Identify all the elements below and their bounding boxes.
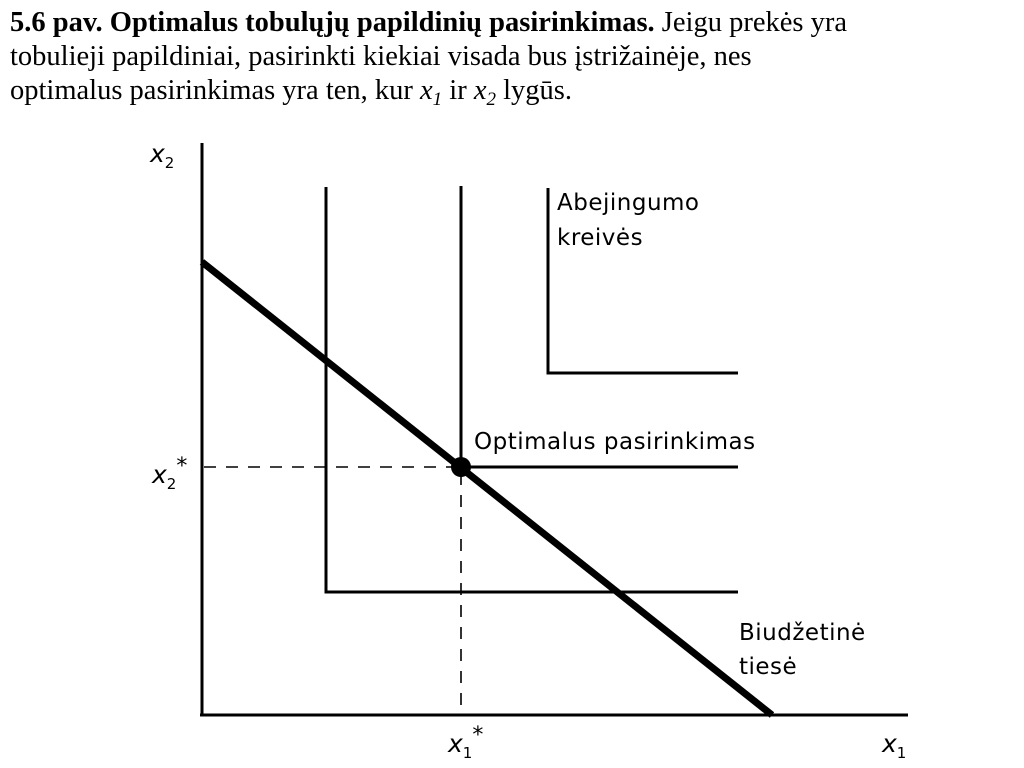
budget-line — [202, 262, 772, 715]
indifference-curve-1 — [326, 187, 738, 592]
caption-text-3a: optimalus pasirinkimas yra ten, kur — [10, 75, 421, 106]
caption-text-3b: ir — [442, 75, 474, 106]
indifference-label-line1: Abejingumo — [557, 190, 700, 216]
caption-text-1: Jeigu prekės yra — [654, 7, 847, 38]
indifference-label-line2: kreivės — [557, 225, 644, 251]
y-axis-label: $x_2$ — [150, 139, 175, 172]
caption-line-2: tobulieji papildiniai, pasirinkti kiekiai visada bus įstrižainėje, nes — [10, 41, 752, 72]
x2-star-label: $x_2*$ — [152, 454, 188, 493]
optimal-choice-label: Optimalus pasirinkimas — [474, 429, 756, 455]
caption-x2-letter: x — [473, 75, 487, 106]
optimal-point — [451, 457, 471, 477]
budget-label-line2: tiesė — [739, 654, 798, 680]
caption-x1-letter: x — [420, 75, 433, 106]
caption-x1-sub: 1 — [432, 89, 443, 110]
caption-text-3c: lygūs. — [496, 75, 573, 106]
budget-label-line1: Biudžetinė — [739, 620, 866, 646]
x1-star-label: $x_1*$ — [448, 723, 484, 762]
caption-title: 5.6 pav. Optimalus tobulųjų papildinių pasirinkimas. — [10, 7, 655, 38]
caption-x2-sub: 2 — [486, 89, 496, 110]
x-axis-label: $x_1$ — [882, 729, 907, 762]
